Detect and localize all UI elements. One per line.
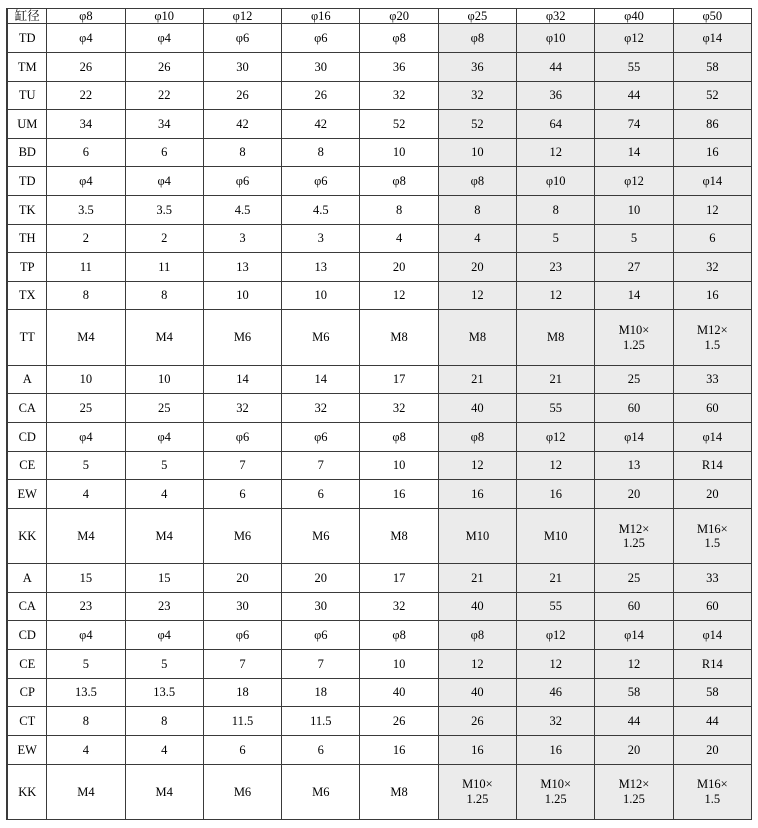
cell-tk-5: 8: [438, 196, 516, 225]
cell-ce-1: 5: [125, 650, 203, 679]
cell-ca-7: 60: [595, 592, 673, 621]
cell-a-5: 21: [438, 564, 516, 593]
table-row: [8, 394, 752, 423]
cell-ce-3: 7: [282, 451, 360, 480]
bore-header-6: φ32: [517, 9, 595, 24]
row-label: CA: [8, 394, 47, 423]
cell-a-6: 21: [517, 564, 595, 593]
table-row: [8, 310, 752, 365]
cell-cd-7: φ14: [595, 423, 673, 452]
cell-ew-8: 20: [673, 735, 751, 764]
cell-cp-5: 40: [438, 678, 516, 707]
cell-ct-6: 32: [517, 707, 595, 736]
cell-td-5: φ8: [438, 167, 516, 196]
table-row: [8, 678, 752, 707]
cell-td-3: φ6: [282, 167, 360, 196]
cell-ce-7: 12: [595, 650, 673, 679]
row-label: TX: [8, 281, 47, 310]
cell-um-7: 74: [595, 110, 673, 139]
table-row: [8, 480, 752, 509]
cell-cd-7: φ14: [595, 621, 673, 650]
cell-bd-2: 8: [203, 138, 281, 167]
cell-cd-4: φ8: [360, 423, 438, 452]
cell-tp-4: 20: [360, 253, 438, 282]
cell-cd-8: φ14: [673, 621, 751, 650]
cell-um-5: 52: [438, 110, 516, 139]
cell-ct-4: 26: [360, 707, 438, 736]
cell-ew-0: 4: [47, 735, 125, 764]
table-row: [8, 564, 752, 593]
cell-a-3: 20: [282, 564, 360, 593]
cell-ce-0: 5: [47, 650, 125, 679]
cell-tp-7: 27: [595, 253, 673, 282]
spec-table-container: [7, 8, 752, 820]
table-row: [8, 423, 752, 452]
cell-tu-0: 22: [47, 81, 125, 110]
cell-ce-4: 10: [360, 650, 438, 679]
cell-um-4: 52: [360, 110, 438, 139]
row-label: TU: [8, 81, 47, 110]
cell-kk-6: M10: [517, 508, 595, 563]
cell-ca-0: 23: [47, 592, 125, 621]
cell-tu-5: 32: [438, 81, 516, 110]
cell-kk-7: M12× 1.25: [595, 764, 673, 820]
row-label: CE: [8, 451, 47, 480]
cell-th-2: 3: [203, 224, 281, 253]
cell-ce-0: 5: [47, 451, 125, 480]
cell-ce-6: 12: [517, 451, 595, 480]
cell-cp-1: 13.5: [125, 678, 203, 707]
cell-ew-2: 6: [203, 735, 281, 764]
cell-a-4: 17: [360, 564, 438, 593]
cell-tp-3: 13: [282, 253, 360, 282]
cell-tt-5: M8: [438, 310, 516, 365]
cell-cd-1: φ4: [125, 423, 203, 452]
cell-kk-8: M16× 1.5: [673, 508, 751, 563]
cell-th-0: 2: [47, 224, 125, 253]
cell-tx-1: 8: [125, 281, 203, 310]
bore-header-8: φ50: [673, 9, 751, 24]
cell-ct-2: 11.5: [203, 707, 281, 736]
cell-kk-4: M8: [360, 508, 438, 563]
bore-header-0: φ8: [47, 9, 125, 24]
cell-tp-5: 20: [438, 253, 516, 282]
cell-ew-6: 16: [517, 735, 595, 764]
cell-th-3: 3: [282, 224, 360, 253]
cell-ce-2: 7: [203, 650, 281, 679]
row-label: TM: [8, 52, 47, 81]
cell-tx-3: 10: [282, 281, 360, 310]
cell-ca-3: 30: [282, 592, 360, 621]
row-label: EW: [8, 735, 47, 764]
table-header-row: [8, 9, 752, 24]
cell-a-6: 21: [517, 365, 595, 394]
cell-kk-7: M12× 1.25: [595, 508, 673, 563]
cell-bd-5: 10: [438, 138, 516, 167]
table-row: [8, 81, 752, 110]
bore-header-4: φ20: [360, 9, 438, 24]
table-row: [8, 281, 752, 310]
cell-ce-8: R14: [673, 650, 751, 679]
cell-kk-4: M8: [360, 764, 438, 820]
cell-um-1: 34: [125, 110, 203, 139]
row-label: A: [8, 564, 47, 593]
cell-ce-5: 12: [438, 650, 516, 679]
cell-cd-3: φ6: [282, 423, 360, 452]
cell-td-0: φ4: [47, 167, 125, 196]
cell-ce-6: 12: [517, 650, 595, 679]
cell-ca-4: 32: [360, 592, 438, 621]
cell-tk-2: 4.5: [203, 196, 281, 225]
cell-cd-5: φ8: [438, 423, 516, 452]
row-label: UM: [8, 110, 47, 139]
cell-tx-0: 8: [47, 281, 125, 310]
cell-ca-5: 40: [438, 394, 516, 423]
cell-tm-2: 30: [203, 52, 281, 81]
row-label: TD: [8, 24, 47, 53]
cell-kk-3: M6: [282, 508, 360, 563]
row-label: TT: [8, 310, 47, 365]
cell-tk-4: 8: [360, 196, 438, 225]
cell-ew-5: 16: [438, 735, 516, 764]
cell-td-4: φ8: [360, 167, 438, 196]
row-label: CD: [8, 423, 47, 452]
row-label: TH: [8, 224, 47, 253]
cell-cd-4: φ8: [360, 621, 438, 650]
cell-ew-6: 16: [517, 480, 595, 509]
cell-bd-7: 14: [595, 138, 673, 167]
cell-ce-4: 10: [360, 451, 438, 480]
cell-cp-8: 58: [673, 678, 751, 707]
cell-cd-0: φ4: [47, 423, 125, 452]
cell-ca-2: 30: [203, 592, 281, 621]
cell-tt-6: M8: [517, 310, 595, 365]
cell-cp-6: 46: [517, 678, 595, 707]
cell-kk-2: M6: [203, 764, 281, 820]
cell-cp-0: 13.5: [47, 678, 125, 707]
cell-td-6: φ10: [517, 24, 595, 53]
cell-td-8: φ14: [673, 24, 751, 53]
cell-tt-1: M4: [125, 310, 203, 365]
cell-um-6: 64: [517, 110, 595, 139]
cell-bd-3: 8: [282, 138, 360, 167]
bore-header-5: φ25: [438, 9, 516, 24]
cell-kk-6: M10× 1.25: [517, 764, 595, 820]
table-row: [8, 707, 752, 736]
cell-ca-8: 60: [673, 592, 751, 621]
cell-tx-4: 12: [360, 281, 438, 310]
row-label: A: [8, 365, 47, 394]
row-label: TD: [8, 167, 47, 196]
cell-tm-3: 30: [282, 52, 360, 81]
cell-ca-0: 25: [47, 394, 125, 423]
cell-tt-3: M6: [282, 310, 360, 365]
cell-ew-2: 6: [203, 480, 281, 509]
cell-tx-5: 12: [438, 281, 516, 310]
cell-th-5: 4: [438, 224, 516, 253]
cell-tx-8: 16: [673, 281, 751, 310]
cell-tk-6: 8: [517, 196, 595, 225]
cell-cd-1: φ4: [125, 621, 203, 650]
table-row: [8, 52, 752, 81]
row-label: CE: [8, 650, 47, 679]
drawings-column: [6, 8, 7, 820]
cell-a-3: 14: [282, 365, 360, 394]
cell-cd-3: φ6: [282, 621, 360, 650]
cell-tt-8: M12× 1.5: [673, 310, 751, 365]
cell-cp-7: 58: [595, 678, 673, 707]
cell-kk-1: M4: [125, 764, 203, 820]
cell-ce-3: 7: [282, 650, 360, 679]
cell-a-0: 10: [47, 365, 125, 394]
row-label: EW: [8, 480, 47, 509]
cell-bd-6: 12: [517, 138, 595, 167]
table-row: [8, 735, 752, 764]
table-row: [8, 167, 752, 196]
cell-ca-6: 55: [517, 394, 595, 423]
cell-ew-7: 20: [595, 480, 673, 509]
cell-ct-8: 44: [673, 707, 751, 736]
cell-ct-1: 8: [125, 707, 203, 736]
cell-kk-0: M4: [47, 764, 125, 820]
cell-td-2: φ6: [203, 24, 281, 53]
cell-cd-5: φ8: [438, 621, 516, 650]
table-row: [8, 24, 752, 53]
cell-cp-3: 18: [282, 678, 360, 707]
cell-ce-5: 12: [438, 451, 516, 480]
cell-um-0: 34: [47, 110, 125, 139]
table-row: [8, 365, 752, 394]
cell-ca-6: 55: [517, 592, 595, 621]
cell-cd-6: φ12: [517, 423, 595, 452]
cell-tk-8: 12: [673, 196, 751, 225]
cell-tt-4: M8: [360, 310, 438, 365]
cell-cp-2: 18: [203, 678, 281, 707]
cell-tm-7: 55: [595, 52, 673, 81]
row-label: KK: [8, 508, 47, 563]
cell-tt-0: M4: [47, 310, 125, 365]
cell-tt-2: M6: [203, 310, 281, 365]
table-row: [8, 621, 752, 650]
bore-header-7: φ40: [595, 9, 673, 24]
cell-ce-2: 7: [203, 451, 281, 480]
table-row: [8, 592, 752, 621]
cell-tk-1: 3.5: [125, 196, 203, 225]
cell-tm-0: 26: [47, 52, 125, 81]
table-row: [8, 764, 752, 820]
cell-th-8: 6: [673, 224, 751, 253]
table-row: [8, 451, 752, 480]
cell-ce-7: 13: [595, 451, 673, 480]
bore-header-1: φ10: [125, 9, 203, 24]
cell-tu-8: 52: [673, 81, 751, 110]
cell-ca-1: 25: [125, 394, 203, 423]
cell-ce-1: 5: [125, 451, 203, 480]
cell-a-7: 25: [595, 365, 673, 394]
cell-tu-1: 22: [125, 81, 203, 110]
cell-tp-8: 32: [673, 253, 751, 282]
table-row: [8, 138, 752, 167]
cell-tm-1: 26: [125, 52, 203, 81]
cell-ct-7: 44: [595, 707, 673, 736]
cell-ew-3: 6: [282, 735, 360, 764]
cell-tx-6: 12: [517, 281, 595, 310]
cell-cd-6: φ12: [517, 621, 595, 650]
cell-ew-5: 16: [438, 480, 516, 509]
table-corner-bore-label: 缸径: [8, 9, 47, 24]
cell-a-1: 10: [125, 365, 203, 394]
cell-um-3: 42: [282, 110, 360, 139]
cell-a-8: 33: [673, 365, 751, 394]
cell-th-7: 5: [595, 224, 673, 253]
cell-td-7: φ12: [595, 24, 673, 53]
cell-ew-1: 4: [125, 480, 203, 509]
cell-tm-6: 44: [517, 52, 595, 81]
cell-th-4: 4: [360, 224, 438, 253]
cell-bd-8: 16: [673, 138, 751, 167]
cell-tx-2: 10: [203, 281, 281, 310]
cell-ew-8: 20: [673, 480, 751, 509]
cell-cd-2: φ6: [203, 423, 281, 452]
cell-kk-2: M6: [203, 508, 281, 563]
cell-ew-3: 6: [282, 480, 360, 509]
cell-tm-5: 36: [438, 52, 516, 81]
cell-kk-1: M4: [125, 508, 203, 563]
row-label: CA: [8, 592, 47, 621]
cell-td-1: φ4: [125, 167, 203, 196]
cell-a-7: 25: [595, 564, 673, 593]
cell-ca-4: 32: [360, 394, 438, 423]
cell-kk-3: M6: [282, 764, 360, 820]
cell-a-8: 33: [673, 564, 751, 593]
cell-ca-8: 60: [673, 394, 751, 423]
cell-ew-7: 20: [595, 735, 673, 764]
cell-cd-2: φ6: [203, 621, 281, 650]
bore-header-2: φ12: [203, 9, 281, 24]
cell-tp-6: 23: [517, 253, 595, 282]
cell-kk-5: M10× 1.25: [438, 764, 516, 820]
cell-ce-8: R14: [673, 451, 751, 480]
row-label: KK: [8, 764, 47, 820]
table-row: [8, 650, 752, 679]
cell-td-5: φ8: [438, 24, 516, 53]
table-row: [8, 196, 752, 225]
cell-td-7: φ12: [595, 167, 673, 196]
cell-td-4: φ8: [360, 24, 438, 53]
cell-tk-3: 4.5: [282, 196, 360, 225]
cell-kk-5: M10: [438, 508, 516, 563]
cell-a-2: 20: [203, 564, 281, 593]
cell-ew-0: 4: [47, 480, 125, 509]
row-label: TK: [8, 196, 47, 225]
cell-kk-8: M16× 1.5: [673, 764, 751, 820]
cell-tu-6: 36: [517, 81, 595, 110]
cell-a-5: 21: [438, 365, 516, 394]
cell-um-8: 86: [673, 110, 751, 139]
cell-td-6: φ10: [517, 167, 595, 196]
cell-ca-2: 32: [203, 394, 281, 423]
cell-tm-4: 36: [360, 52, 438, 81]
cell-ca-1: 23: [125, 592, 203, 621]
cell-tu-7: 44: [595, 81, 673, 110]
cell-td-8: φ14: [673, 167, 751, 196]
table-row: [8, 508, 752, 563]
table-row: [8, 253, 752, 282]
cell-ct-5: 26: [438, 707, 516, 736]
table-row: [8, 110, 752, 139]
cell-tx-7: 14: [595, 281, 673, 310]
cell-cd-0: φ4: [47, 621, 125, 650]
cell-tp-2: 13: [203, 253, 281, 282]
cell-a-4: 17: [360, 365, 438, 394]
content-wrap: [6, 8, 752, 820]
cell-a-0: 15: [47, 564, 125, 593]
cell-td-3: φ6: [282, 24, 360, 53]
cell-td-2: φ6: [203, 167, 281, 196]
cell-ew-4: 16: [360, 735, 438, 764]
cell-th-1: 2: [125, 224, 203, 253]
cell-tu-2: 26: [203, 81, 281, 110]
cell-td-1: φ4: [125, 24, 203, 53]
cell-th-6: 5: [517, 224, 595, 253]
cell-ca-3: 32: [282, 394, 360, 423]
cell-ew-4: 16: [360, 480, 438, 509]
cell-ca-7: 60: [595, 394, 673, 423]
cell-a-1: 15: [125, 564, 203, 593]
cell-tu-3: 26: [282, 81, 360, 110]
cell-tp-0: 11: [47, 253, 125, 282]
cell-cd-8: φ14: [673, 423, 751, 452]
row-label: TP: [8, 253, 47, 282]
row-label: BD: [8, 138, 47, 167]
cell-kk-0: M4: [47, 508, 125, 563]
cell-tk-0: 3.5: [47, 196, 125, 225]
row-label: CD: [8, 621, 47, 650]
bore-header-3: φ16: [282, 9, 360, 24]
cell-bd-0: 6: [47, 138, 125, 167]
cell-tp-1: 11: [125, 253, 203, 282]
cell-cp-4: 40: [360, 678, 438, 707]
cell-tm-8: 58: [673, 52, 751, 81]
cell-ct-0: 8: [47, 707, 125, 736]
cell-um-2: 42: [203, 110, 281, 139]
spec-table: [7, 8, 752, 820]
cell-ca-5: 40: [438, 592, 516, 621]
row-label: CT: [8, 707, 47, 736]
table-row: [8, 224, 752, 253]
table-body: [8, 24, 752, 820]
cell-bd-1: 6: [125, 138, 203, 167]
cell-tu-4: 32: [360, 81, 438, 110]
cell-a-2: 14: [203, 365, 281, 394]
cell-tt-7: M10× 1.25: [595, 310, 673, 365]
cell-tk-7: 10: [595, 196, 673, 225]
cell-bd-4: 10: [360, 138, 438, 167]
cell-td-0: φ4: [47, 24, 125, 53]
row-label: CP: [8, 678, 47, 707]
cell-ct-3: 11.5: [282, 707, 360, 736]
cell-ew-1: 4: [125, 735, 203, 764]
